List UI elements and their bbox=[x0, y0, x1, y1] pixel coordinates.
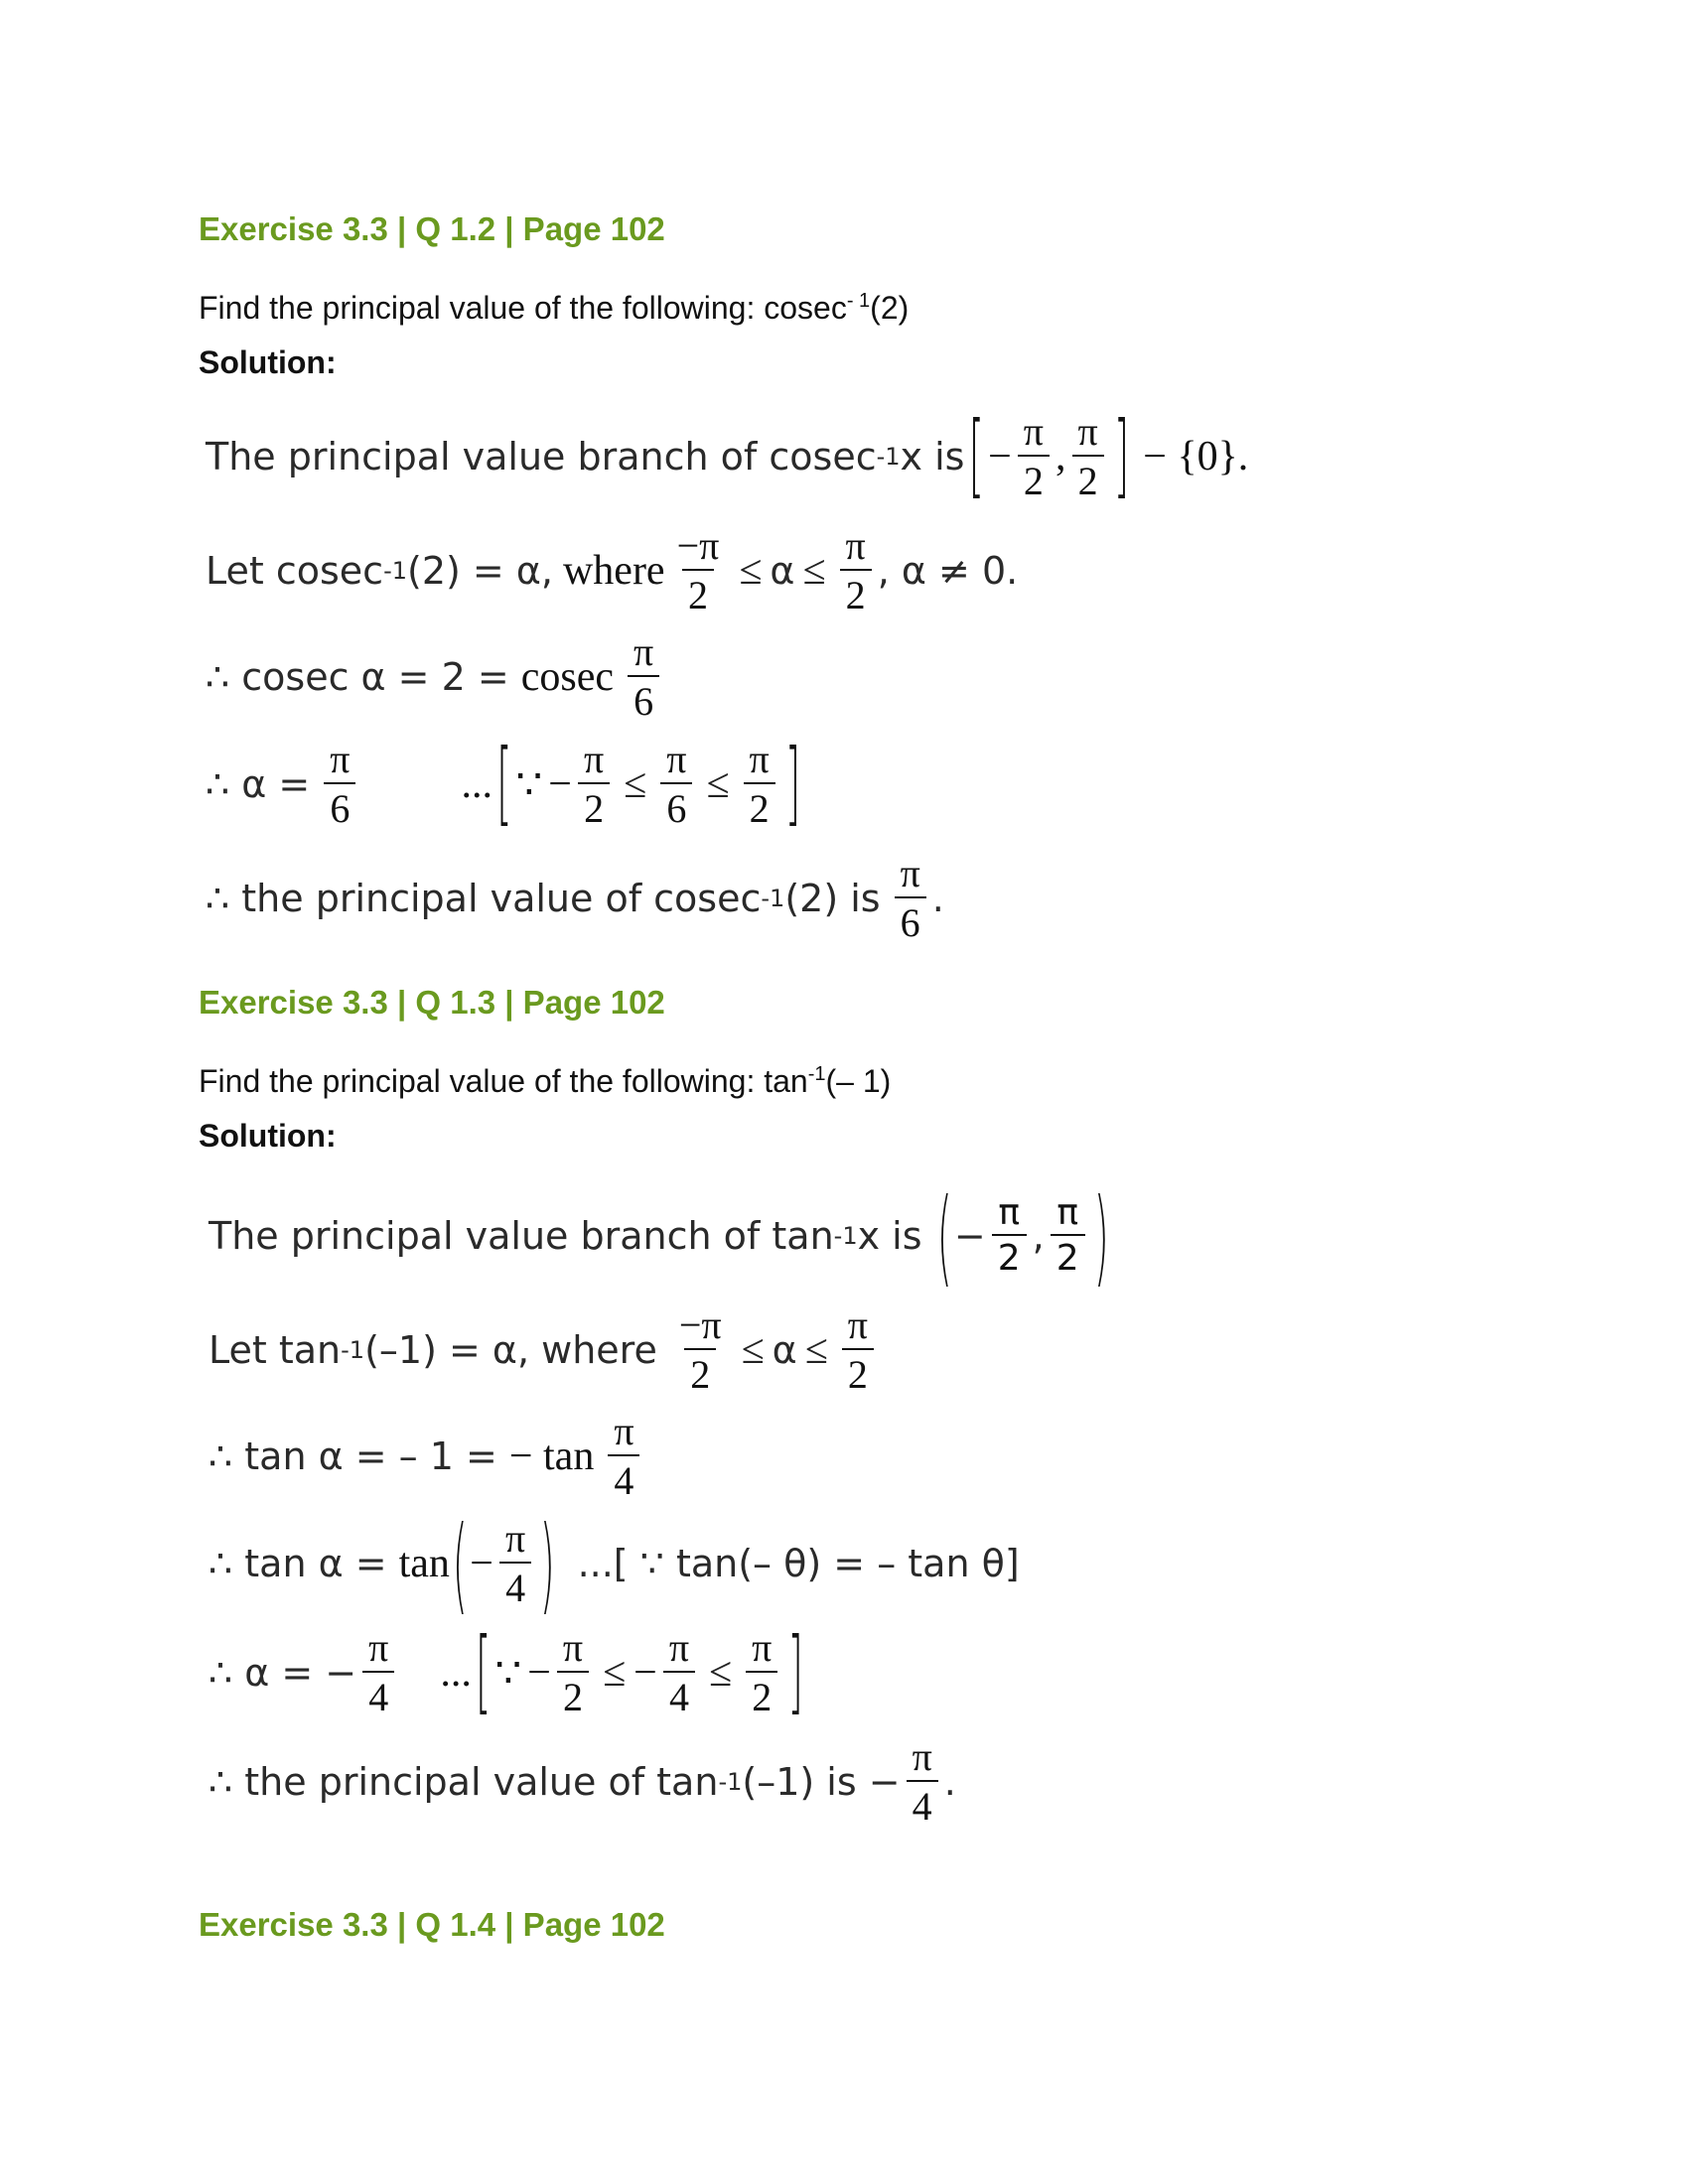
solution-line: ∴ the principal value of cosec -1 (2) is $\frac{\pi}{6}$ . bbox=[206, 851, 944, 945]
solution-line: Let cosec -1 (2) = α, where $\frac{-\pi}{2}$ ≤ α ≤ $\frac{\pi}{2}$ , α ≠ 0. bbox=[206, 523, 1019, 617]
solution-line: ∴ the principal value of tan -1 (–1) is − $\frac{\pi}{4}$ . bbox=[209, 1734, 956, 1829]
solution-line: Let tan -1 (–1) = α, where $\frac{-\pi}{2}$ ≤ α ≤ $\frac{\pi}{2}$ bbox=[209, 1300, 880, 1400]
question-q1-3: Find the principal value of the following: $\tan^{-1}(-$ 1) bbox=[199, 1063, 892, 1099]
solution-line: ∴ cosec α = 2 = cosec $\frac{\pi}{6}$ bbox=[206, 627, 665, 727]
solution-line: The principal value branch of cosec -1 x is [ − $\frac{\pi}{2}$ , $\frac{\pi}{2}$ ] − {0}. bbox=[206, 404, 1249, 509]
solution-image-q1-2 bbox=[194, 392, 1306, 958]
solution-label-q1-3: Solution: bbox=[199, 1118, 337, 1154]
solution-line: ∴ α = − $\frac{\pi}{4}$ ... [ ∵ − $\frac{\pi}{2}$ ≤ − $\frac{\pi}{4}$ ≤ $\frac{\pi}{2}$ ] bbox=[209, 1620, 803, 1725]
solution-line: ∴ tan α = – 1 = − tan $\frac{\pi}{4}$ bbox=[209, 1407, 646, 1506]
solution-image-q1-3 bbox=[199, 1166, 1311, 1891]
solution-label-q1-2: Solution: bbox=[199, 344, 337, 380]
exercise-heading-q1-4: Exercise 3.3 | Q 1.4 | Page 102 bbox=[199, 1906, 665, 1943]
solution-line: ∴ α = $\frac{\pi}{6}$ ... [ ∵ − $\frac{\pi}{2}$ ≤ $\frac{\pi}{6}$ ≤ $\frac{\pi}{2}$ ] bbox=[206, 732, 801, 837]
question-q1-2: Find the principal value of the following: cosec$^{- 1}$(2) bbox=[199, 290, 910, 326]
exercise-heading-q1-2: Exercise 3.3 | Q 1.2 | Page 102 bbox=[199, 210, 665, 247]
solution-line: The principal value branch of tan -1 x is ( − $\frac{\pi}{2}$ , $\frac{\pi}{2}$ ) bbox=[209, 1174, 1109, 1297]
exercise-heading-q1-3: Exercise 3.3 | Q 1.3 | Page 102 bbox=[199, 984, 665, 1021]
solution-line: ∴ tan α = tan ( − $\frac{\pi}{4}$ ) ...[ ∵ tan(– θ) = – tan θ] bbox=[209, 1502, 1020, 1625]
